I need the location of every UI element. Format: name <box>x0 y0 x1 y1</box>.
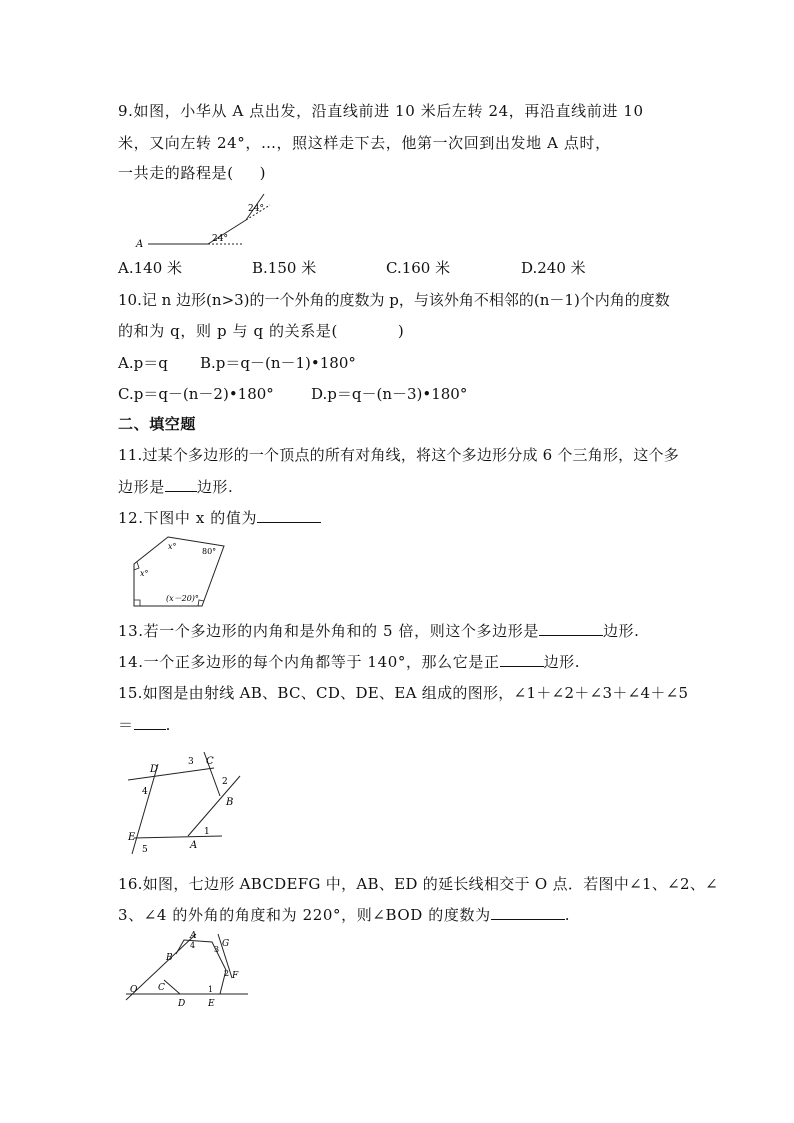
q13-text-after: 边形. <box>602 622 640 640</box>
q15-angle-1: 1 <box>204 827 210 837</box>
q16-line2 <box>118 904 570 925</box>
q9-line1: 9.如图，小华从 A 点出发，沿直线前进 10 米后左转 24，再沿直线前进 10 <box>118 102 644 120</box>
q14-text-before: 14.一个正多边形的每个内角都等于 140°，那么它是正 <box>118 653 500 671</box>
q16-line1: 16.如图，七边形 ABCDEFG 中，AB、ED 的延长线相交于 O 点．若图中∠1、∠2、∠ <box>118 875 718 893</box>
q14-text-after: 边形. <box>543 653 581 671</box>
q11-line2 <box>118 476 233 497</box>
q9-angle-label-2: 24° <box>248 204 264 214</box>
q9-option-c[interactable]: C.160 米 <box>386 259 451 277</box>
q15-figure <box>122 748 250 860</box>
q10-option-d[interactable]: D.p＝q－(n－3)•180° <box>311 385 468 403</box>
q12-right-angle-mark-1 <box>134 600 140 606</box>
q15-equals: ＝ <box>118 716 134 734</box>
section-title: 二、填空题 <box>118 415 197 433</box>
q11-line1: 11.过某个多边形的一个顶点的所有对角线，将这个多边形分成 6 个三角形，这个多 <box>118 446 679 464</box>
q16-figure <box>120 928 252 1010</box>
q11-answer-blank[interactable] <box>165 477 197 492</box>
q9-line3 <box>118 162 266 183</box>
q15-answer-blank[interactable] <box>134 715 166 730</box>
q10-option-b[interactable]: B.p＝q－(n－1)•180° <box>200 354 356 372</box>
q10-stem-end: 的和为 q，则 p 与 q 的关系是( <box>118 322 338 340</box>
q9-point-a: A <box>136 239 144 250</box>
q15-angle-4: 4 <box>142 787 148 797</box>
q13-answer-blank[interactable] <box>539 621 603 636</box>
q15-angle-2: 2 <box>222 777 228 787</box>
q12-angle-x-left: x° <box>140 569 149 578</box>
q15-label-c: C <box>206 756 214 767</box>
q12-angle-x-top: x° <box>168 542 177 551</box>
q16-label-c: C <box>158 983 165 993</box>
q11-text-before: 边形是 <box>118 478 165 496</box>
q12-line <box>118 507 321 528</box>
q15-label-d: D <box>150 764 159 775</box>
q16-label-o: O <box>130 985 138 995</box>
q16-label-e: E <box>208 999 215 1009</box>
q9-option-b[interactable]: B.150 米 <box>252 259 317 277</box>
q16-angle-1: 1 <box>208 985 214 994</box>
q12-answer-blank[interactable] <box>257 508 321 523</box>
q9-line2: 米，又向左转 24°，…，照这样走下去，他第一次回到出发地 A 点时， <box>118 134 611 152</box>
q16-label-d: D <box>178 999 186 1009</box>
q9-stem-end: 一共走的路程是( <box>118 164 234 182</box>
q16-period: . <box>564 906 571 924</box>
q10-option-a[interactable]: A.p＝q <box>118 354 168 372</box>
q15-period: . <box>165 716 171 734</box>
q16-angle-3: 3 <box>214 945 220 954</box>
q12-figure <box>128 532 232 610</box>
q16-answer-blank[interactable] <box>491 905 565 920</box>
q16-label-f: F <box>232 971 239 981</box>
q15-label-e: E <box>128 832 136 843</box>
q13-text-before: 13.若一个多边形的内角和是外角和的 5 倍，则这个多边形是 <box>118 622 539 640</box>
q9-paren-close: ) <box>259 164 267 182</box>
q16-label-g: G <box>222 939 230 949</box>
q15-line1: 15.如图是由射线 AB、BC、CD、DE、EA 组成的图形，∠1＋∠2＋∠3＋∠4＋∠5 <box>118 684 689 702</box>
q14-line <box>118 651 580 672</box>
q16-label-b: B <box>166 953 173 963</box>
q10-option-c[interactable]: C.p＝q－(n－2)•180° <box>118 385 274 403</box>
q14-answer-blank[interactable] <box>500 652 544 667</box>
q15-line2 <box>118 714 171 735</box>
q9-option-d[interactable]: D.240 米 <box>521 259 586 277</box>
q15-angle-3: 3 <box>188 757 194 767</box>
q16-angle-4: 4 <box>190 941 196 950</box>
q9-figure <box>130 190 280 250</box>
q12-angle-80: 80° <box>202 547 217 556</box>
q9-option-a[interactable]: A.140 米 <box>118 259 182 277</box>
q10-paren-close: ) <box>397 322 405 340</box>
q13-line <box>118 620 640 641</box>
q16-label-a: A <box>190 931 197 941</box>
q12-text: 12.下图中 x 的值为 <box>118 509 258 527</box>
q10-line1: 10.记 n 边形(n>3)的一个外角的度数为 p，与该外角不相邻的(n－1)个内角的度数 <box>118 291 670 309</box>
q10-line2 <box>118 320 404 341</box>
q9-angle-label-1: 24° <box>212 234 228 244</box>
q15-label-b: B <box>226 797 234 808</box>
q15-label-a: A <box>190 840 198 851</box>
q11-text-after: 边形. <box>196 478 234 496</box>
q12-angle-x-minus-20: (x－20)° <box>166 594 199 603</box>
q16-text-before: 3、∠4 的外角的角度和为 220°，则∠BOD 的度数为 <box>118 906 491 924</box>
q15-ray-cd <box>128 768 214 780</box>
q15-angle-5: 5 <box>142 845 148 855</box>
q16-angle-2: 2 <box>224 969 230 978</box>
